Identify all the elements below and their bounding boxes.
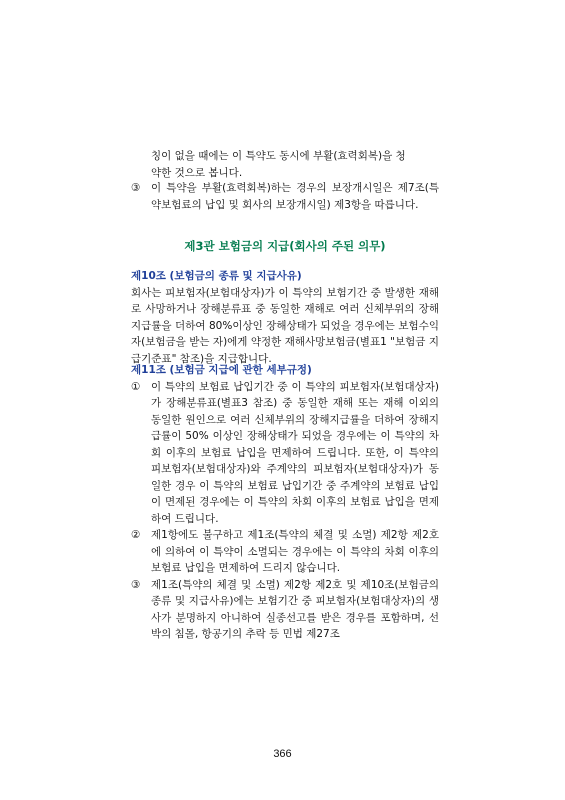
clause-text: 이 특약을 부활(효력회복)하는 경우의 보장개시일은 제7조(특약보험료의 납입 및 회사의 보장개시일) 제3항을 따릅니다. bbox=[151, 182, 439, 211]
page-number: 366 bbox=[273, 748, 292, 760]
continued-line: 약한 것으로 봅니다. bbox=[151, 166, 243, 179]
continued-clause bbox=[131, 148, 439, 181]
article-body: 회사는 피보험자(보험대상자)가 이 특약의 보험기간 중 발생한 재해로 사망하거나 장해분류표 중 동일한 재해로 여러 신체부위의 장해지급률을 더하여 80%이상인 장해상태가 되었을 경우에는 보험수익자(보험금을 받는 자)에게 약정한 재해사망보험금(별표1 "보험금 지급기준표" 참조)을 지급합니다. bbox=[131, 286, 439, 365]
clause-number: ③ bbox=[131, 578, 141, 591]
clause-item bbox=[131, 180, 439, 213]
clause-item bbox=[131, 527, 439, 577]
clause-item bbox=[131, 577, 439, 643]
clause-text: 이 특약의 보험료 납입기간 중 이 특약의 피보험자(보험대상자)가 장해분류표(별표3 참조) 중 동일한 재해 또는 재해 이외의 동일한 원인으로 여러 신체부위의 장해지급률을 더하여 장해지급률이 50% 이상인 장해상태가 되었을 경우에는 이 특약의 차회 이후의 보험료 납입을 면제하여 드립니다. 또한, 이 특약의 피보험자(보험대상자)와 주계약의 피보험자(보험대상자)가 동일한 경우 이 특약의 보험료 납입기간 중 주계약의 보험료 납입이 면제된 경우에는 이 특약의 차회 이후의 보험료 납입을 면제하여 드립니다. bbox=[151, 380, 439, 525]
article-title: 제10조 (보험금의 종류 및 지급사유) bbox=[131, 270, 302, 282]
clause-text: 제1조(특약의 체결 및 소멸) 제2항 제2호 및 제10조(보험금의 종류 및 지급사유)에는 보험기간 중 피보험자(보험대상자)의 생사가 분명하지 아니하여 실종선고를 받은 경우를 포함하며, 선박의 침몰, 항공기의 추락 등 민법 제27조 bbox=[151, 578, 439, 640]
clause-text: 제1항에도 불구하고 제1조(특약의 체결 및 소멸) 제2항 제2호에 의하여 이 특약이 소멸되는 경우에는 이 특약의 차회 이후의 보험료 납입을 면제하여 드리지 않습니다. bbox=[151, 529, 439, 574]
article-title: 제11조 (보험금 지급에 관한 세부규정) bbox=[131, 364, 312, 376]
article-11 bbox=[131, 362, 439, 643]
clause-3-revival bbox=[131, 180, 439, 213]
section-title: 제3관 보험금의 지급(회사의 주된 의무) bbox=[184, 239, 386, 253]
clause-number: ③ bbox=[131, 182, 141, 194]
clause-number: ② bbox=[131, 529, 141, 541]
clause-number: ① bbox=[131, 380, 141, 393]
continued-line: 칭이 없을 때에는 이 특약도 동시에 부활(효력회복)을 청 bbox=[151, 150, 406, 162]
clause-item bbox=[131, 379, 439, 528]
article-10 bbox=[131, 268, 439, 367]
